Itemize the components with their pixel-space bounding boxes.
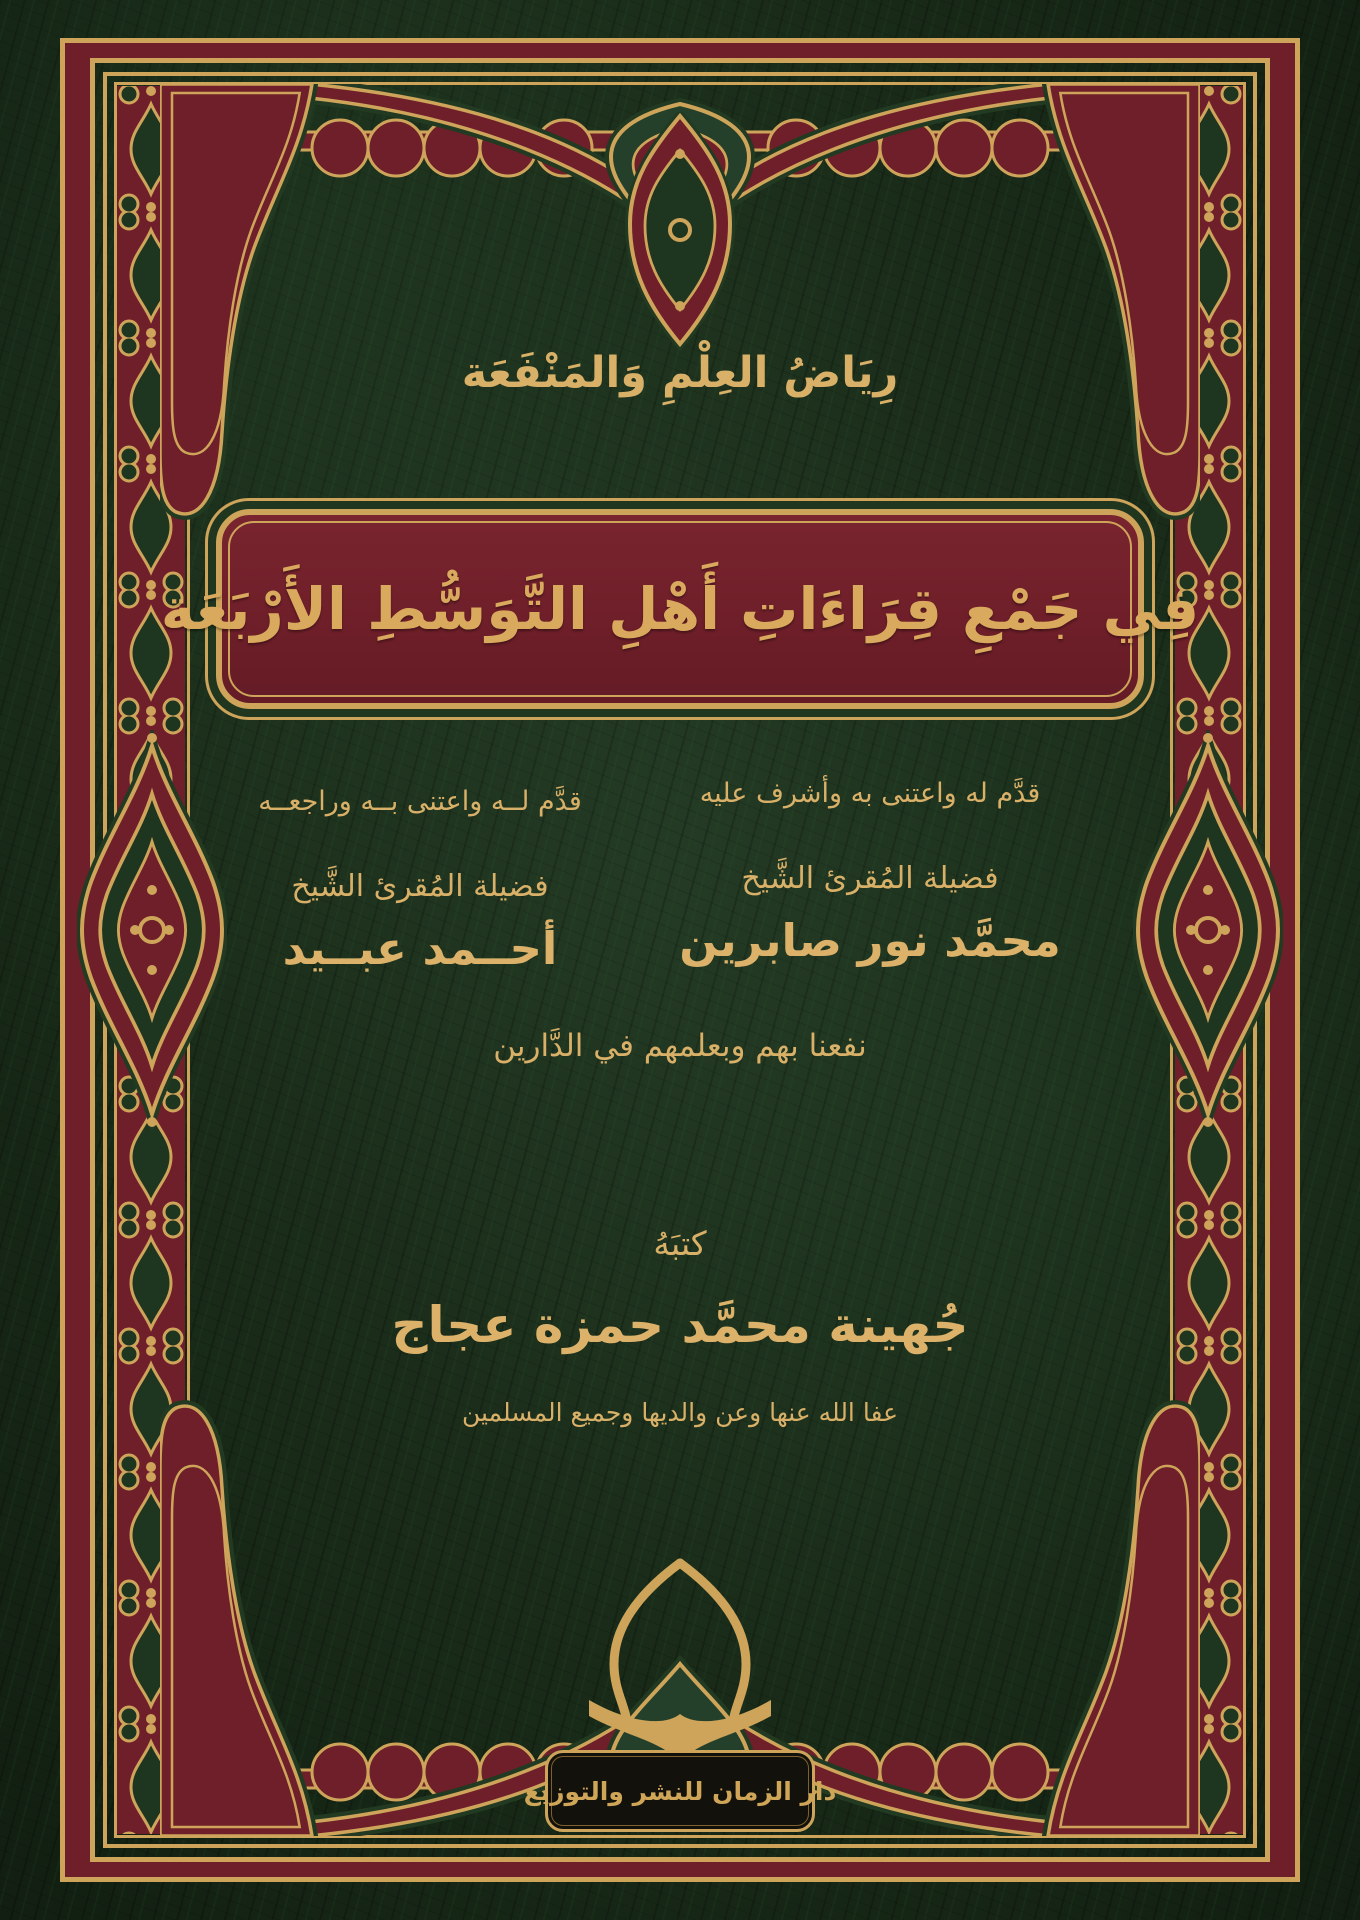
publisher-name: دار الزمان للنشر والتوزيع bbox=[523, 1776, 837, 1806]
main-title-plaque-mid bbox=[160, 509, 1200, 709]
top-pendant-medallion bbox=[622, 112, 738, 352]
series-title: رِيَاضُ العِلْمِ وَالمَنْفَعَة bbox=[461, 348, 899, 398]
right-medallion-ornament bbox=[1133, 730, 1283, 1130]
supervisor-name: محمَّد نور صابرين bbox=[679, 914, 1061, 967]
publisher-plaque bbox=[523, 1750, 837, 1832]
main-title-plaque bbox=[160, 498, 1200, 720]
written-by-label: كتبَهُ bbox=[653, 1224, 707, 1263]
reviewer-name: أحــمد عبــيد bbox=[282, 922, 558, 975]
blessing-line: نفعنا بهم وبعلمهم في الدَّارين bbox=[493, 1028, 867, 1064]
author-name: جُهينة محمَّد حمزة عجاج bbox=[391, 1296, 969, 1354]
supervisor-title: فضيلة المُقرئ الشَّيخ bbox=[741, 861, 999, 896]
reviewer-block bbox=[195, 786, 645, 975]
supervisor-intro: قدَّم له واعتنى به وأشرف عليه bbox=[699, 778, 1041, 809]
main-title-plaque-inner bbox=[160, 521, 1200, 697]
main-title: فِي جَمْعِ قِرَاءَاتِ أَهْلِ التَّوَسُّطِ الأَرْبَعَة bbox=[160, 575, 1200, 643]
author-dua: عفا الله عنها وعن والديها وجميع المسلمين bbox=[461, 1398, 899, 1427]
reviewer-intro: قدَّم لــه واعتنى بــه وراجعــه bbox=[258, 786, 582, 817]
reviewer-title: فضيلة المُقرئ الشَّيخ bbox=[291, 869, 549, 904]
supervisor-block bbox=[630, 778, 1110, 967]
